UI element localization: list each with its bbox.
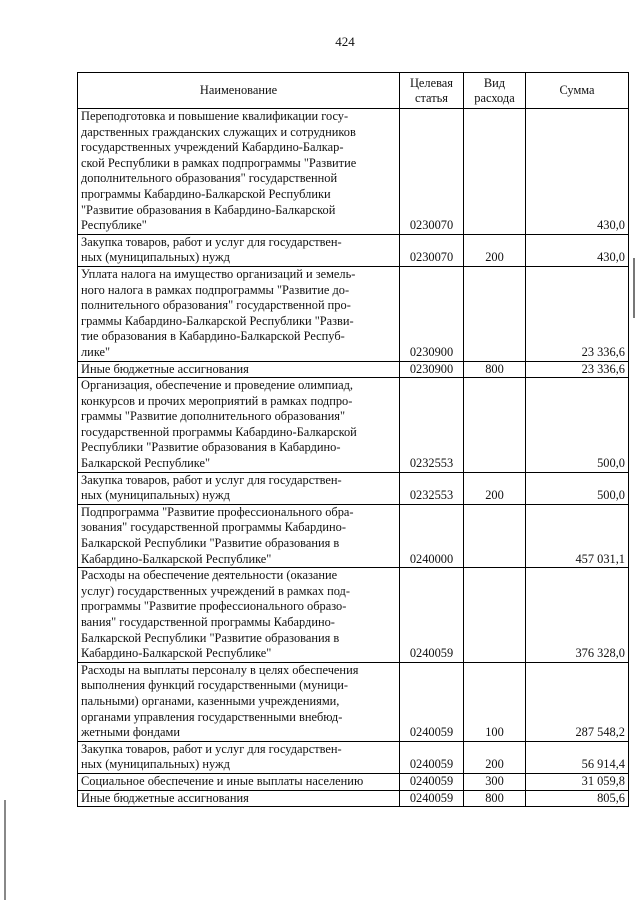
table-row xyxy=(78,378,629,473)
row-target-article: 0230900 xyxy=(400,361,464,378)
table-row xyxy=(78,361,629,378)
row-name: Закупка товаров, работ и услуг для государствен- ных (муниципальных) нужд xyxy=(78,234,400,266)
scan-edge-mark xyxy=(4,800,6,900)
row-name: Подпрограмма "Развитие профессионального обра- зования" государственной программы Кабардино- Балкарской Республики "Развитие образования в Кабардино-Балкарской Республике" xyxy=(78,504,400,567)
row-target-article: 0240059 xyxy=(400,568,464,663)
row-expense-kind xyxy=(464,568,526,663)
row-sum: 457 031,1 xyxy=(526,504,629,567)
table-row xyxy=(78,568,629,663)
row-expense-kind xyxy=(464,504,526,567)
row-expense-kind xyxy=(464,378,526,473)
row-expense-kind xyxy=(464,109,526,235)
row-name: Закупка товаров, работ и услуг для государствен- ных (муниципальных) нужд xyxy=(78,472,400,504)
row-sum: 500,0 xyxy=(526,472,629,504)
row-sum: 430,0 xyxy=(526,109,629,235)
row-sum: 31 059,8 xyxy=(526,773,629,790)
row-sum: 805,6 xyxy=(526,790,629,807)
table-row xyxy=(78,109,629,235)
page-number: 424 xyxy=(335,34,355,49)
row-expense-kind: 800 xyxy=(464,790,526,807)
row-name: Уплата налога на имущество организаций и земель- ного налога в рамках подпрограммы "Развитие до- полнительного образования" государственной про- граммы Кабардино-Балкарской Республики "Разви- тие образования в Кабардино-Балкарской Респуб- лике" xyxy=(78,266,400,361)
budget-table xyxy=(77,72,629,807)
row-expense-kind: 300 xyxy=(464,773,526,790)
row-target-article: 0240059 xyxy=(400,790,464,807)
table-row xyxy=(78,504,629,567)
table-row xyxy=(78,472,629,504)
row-expense-kind: 100 xyxy=(464,662,526,741)
scan-edge-mark xyxy=(633,258,635,318)
row-target-article: 0240059 xyxy=(400,773,464,790)
row-name: Переподготовка и повышение квалификации госу- дарственных гражданских служащих и сотрудников государственных учреждений Кабардино-Балкар- ской Республики в рамках подпрограммы "Развитие дополнительного образования" государственной программы Кабардино-Балкарской Республики "Развитие образования в Кабардино-Балкарской Республике" xyxy=(78,109,400,235)
row-target-article: 0240059 xyxy=(400,741,464,773)
row-expense-kind xyxy=(464,266,526,361)
row-sum: 23 336,6 xyxy=(526,361,629,378)
row-target-article: 0232553 xyxy=(400,472,464,504)
row-sum: 23 336,6 xyxy=(526,266,629,361)
row-name: Иные бюджетные ассигнования xyxy=(78,790,400,807)
row-sum: 500,0 xyxy=(526,378,629,473)
row-expense-kind: 800 xyxy=(464,361,526,378)
header-name: Наименование xyxy=(78,73,400,109)
table-row xyxy=(78,790,629,807)
row-target-article: 0240000 xyxy=(400,504,464,567)
table-header-row xyxy=(78,73,629,109)
row-sum: 430,0 xyxy=(526,234,629,266)
row-name: Расходы на выплаты персоналу в целях обеспечения выполнения функций государственными (муници- пальными) органами, казенными учреждениями, органами управления государственными внебюд- жетными фондами xyxy=(78,662,400,741)
table-row xyxy=(78,266,629,361)
row-target-article: 0232553 xyxy=(400,378,464,473)
table-row xyxy=(78,234,629,266)
row-target-article: 0230070 xyxy=(400,234,464,266)
row-expense-kind: 200 xyxy=(464,234,526,266)
table-row xyxy=(78,773,629,790)
table-row xyxy=(78,662,629,741)
table-row xyxy=(78,741,629,773)
row-expense-kind: 200 xyxy=(464,472,526,504)
row-name: Социальное обеспечение и иные выплаты населению xyxy=(78,773,400,790)
row-expense-kind: 200 xyxy=(464,741,526,773)
row-target-article: 0230070 xyxy=(400,109,464,235)
row-sum: 287 548,2 xyxy=(526,662,629,741)
header-target-article: Целевая статья xyxy=(400,73,464,109)
row-sum: 56 914,4 xyxy=(526,741,629,773)
header-expense-kind: Вид расхода xyxy=(464,73,526,109)
row-name: Иные бюджетные ассигнования xyxy=(78,361,400,378)
header-sum: Сумма xyxy=(526,73,629,109)
row-name: Организация, обеспечение и проведение олимпиад, конкурсов и прочих мероприятий в рамках подпро- граммы "Развитие дополнительного образования" государственной программы Кабардино-Балкарской Республики "Развитие образования в Кабардино- Балкарской Республике" xyxy=(78,378,400,473)
row-name: Расходы на обеспечение деятельности (оказание услуг) государственных учреждений в рамках под- программы "Развитие профессионального образо- вания" государственной программы Кабардино- Балкарской Республики "Развитие образования в Кабардино-Балкарской Республике" xyxy=(78,568,400,663)
row-target-article: 0240059 xyxy=(400,662,464,741)
row-sum: 376 328,0 xyxy=(526,568,629,663)
row-name: Закупка товаров, работ и услуг для государствен- ных (муниципальных) нужд xyxy=(78,741,400,773)
row-target-article: 0230900 xyxy=(400,266,464,361)
